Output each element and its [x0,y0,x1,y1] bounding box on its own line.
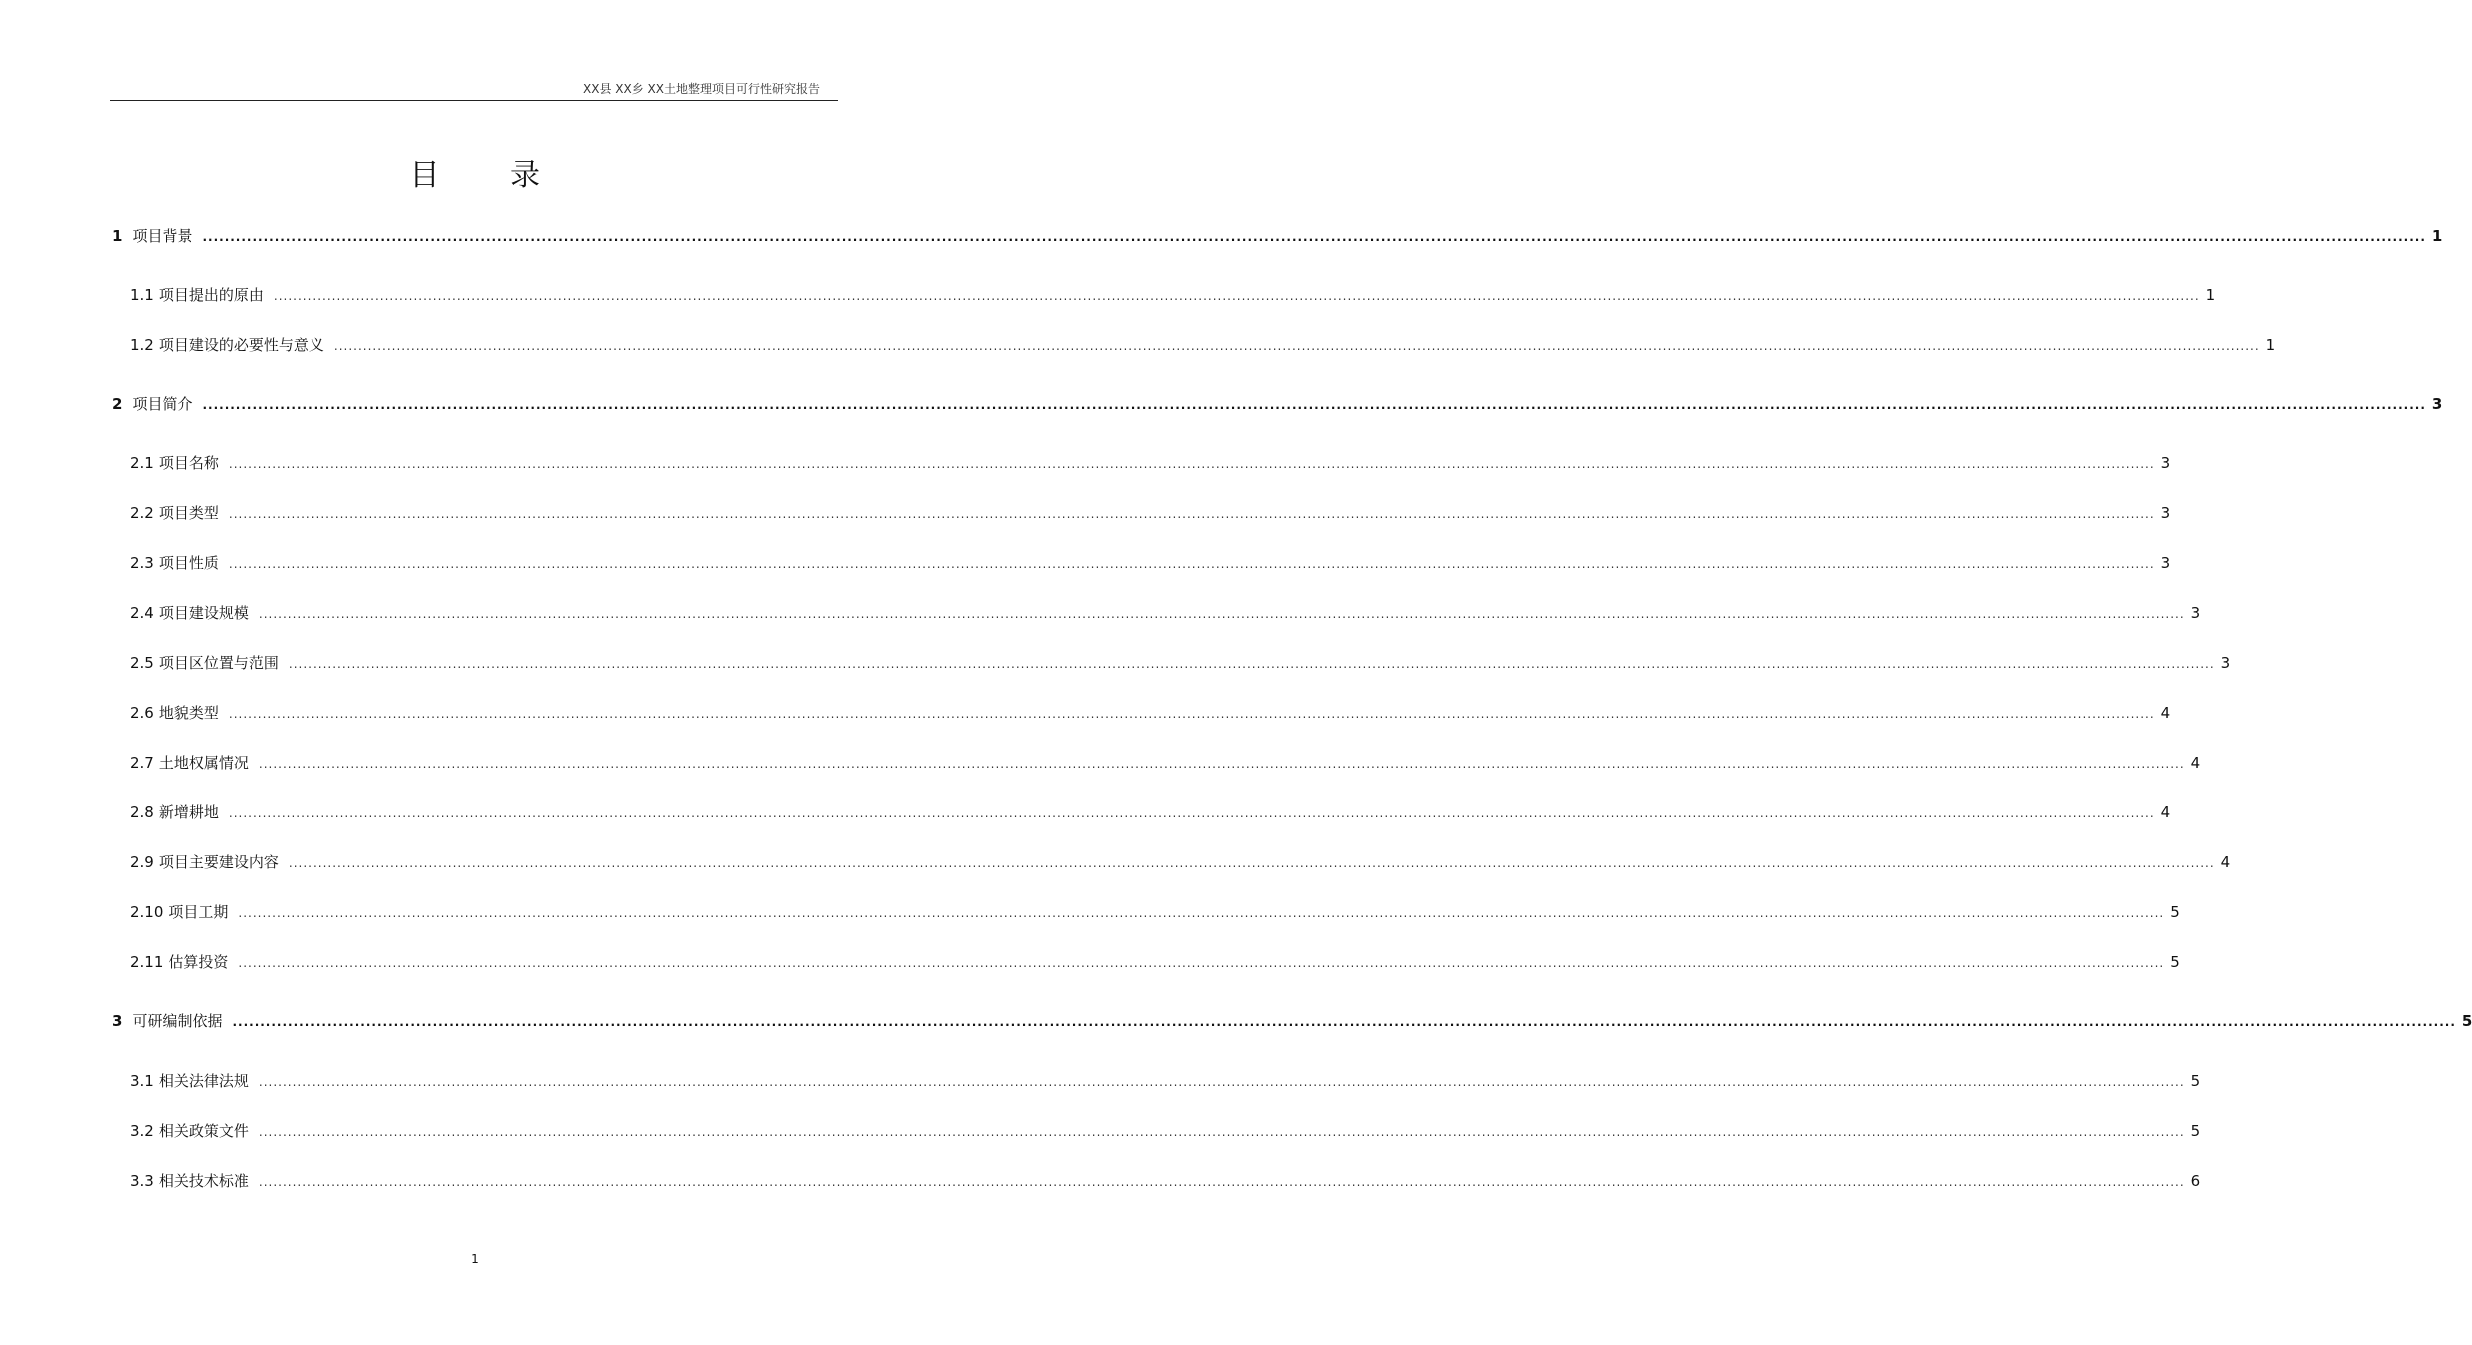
toc-leader-dots: ................................................................................................................................................................................................................................................................................................................................................................................................................ [238,906,2165,920]
toc-section-entry[interactable] [130,901,2180,925]
toc-entry-label: 项目建设规模 [158,604,249,622]
toc-section-entry[interactable] [130,1170,2201,1194]
toc-entry-label: 项目建设的必要性与意义 [158,336,324,354]
toc-entry-number: 1 [112,227,123,245]
header-title: XX县 XX乡 XX土地整理项目可行性研究报告 [583,82,820,96]
toc-entry-number: 2.6 [130,704,154,722]
toc-leader-dots: ................................................................................................................................................................................................................................................................................................................................................................................................................ [202,398,2426,412]
toc-chapter-entry[interactable] [112,393,2443,417]
toc-chapter-entry[interactable] [112,1010,2472,1034]
toc-leader-dots: ................................................................................................................................................................................................................................................................................................................................................................................................................ [232,1015,2456,1029]
toc-entry-number: 2.1 [130,454,154,472]
toc-leader-dots: ................................................................................................................................................................................................................................................................................................................................................................................................................ [258,1125,2185,1139]
toc-entry-number: 2.7 [130,754,154,772]
toc-leader-dots: ................................................................................................................................................................................................................................................................................................................................................................................................................ [288,856,2215,870]
toc-entry-number: 1.2 [130,336,154,354]
toc-entry-number: 2.8 [130,803,154,821]
toc-leader-dots: ................................................................................................................................................................................................................................................................................................................................................................................................................ [228,557,2155,571]
toc-entry-label: 项目简介 [132,395,193,413]
toc-section-entry[interactable] [130,334,2276,358]
toc-entry-page: 3 [2160,454,2171,472]
toc-section-entry[interactable] [130,1120,2201,1144]
toc-section-entry[interactable] [130,752,2201,776]
toc-entry-label: 相关法律法规 [158,1072,249,1090]
toc-leader-dots: ................................................................................................................................................................................................................................................................................................................................................................................................................ [288,657,2215,671]
toc-entry-page: 4 [2220,853,2231,871]
toc-entry-label: 新增耕地 [158,803,219,821]
toc-section-entry[interactable] [130,851,2231,875]
toc-leader-dots: ................................................................................................................................................................................................................................................................................................................................................................................................................ [258,1175,2185,1189]
toc-leader-dots: ................................................................................................................................................................................................................................................................................................................................................................................................................ [333,339,2260,353]
toc-entry-label: 项目性质 [158,554,219,572]
toc-section-entry[interactable] [130,801,2171,825]
toc-entry-page: 3 [2431,395,2443,413]
toc-entry-number: 2.10 [130,903,164,921]
toc-entry-label: 项目工期 [168,903,229,921]
toc-leader-dots: ................................................................................................................................................................................................................................................................................................................................................................................................................ [238,956,2165,970]
toc-entry-label: 地貌类型 [158,704,219,722]
toc-entry-page: 6 [2190,1172,2201,1190]
toc-entry-label: 项目主要建设内容 [158,853,279,871]
toc-entry-number: 2.3 [130,554,154,572]
toc-entry-label: 项目提出的原由 [158,286,264,304]
toc-leader-dots: ................................................................................................................................................................................................................................................................................................................................................................................................................ [228,507,2155,521]
toc-entry-number: 3 [112,1012,123,1030]
toc-leader-dots: ................................................................................................................................................................................................................................................................................................................................................................................................................ [228,707,2155,721]
toc-leader-dots: ................................................................................................................................................................................................................................................................................................................................................................................................................ [258,1075,2185,1089]
toc-entry-label: 项目名称 [158,454,219,472]
toc-entry-page: 5 [2170,903,2180,921]
toc-entry-page: 4 [2160,803,2171,821]
toc-section-entry[interactable] [130,702,2171,726]
toc-entry-label: 估算投资 [168,953,229,971]
toc-entry-label: 相关政策文件 [158,1122,249,1140]
toc-entry-number: 2.5 [130,654,154,672]
toc-entry-page: 3 [2190,604,2201,622]
header-divider [110,100,838,101]
toc-entry-number: 3.1 [130,1072,154,1090]
toc-entry-number: 3.3 [130,1172,154,1190]
toc-entry-number: 3.2 [130,1122,154,1140]
toc-title-char-1: 目 [409,158,440,193]
toc-entry-number: 2 [112,395,123,413]
toc-section-entry[interactable] [130,951,2180,975]
toc-entry-page: 4 [2190,754,2201,772]
toc-section-entry[interactable] [130,452,2171,476]
toc-entry-page: 1 [2265,336,2276,354]
toc-entry-number: 2.4 [130,604,154,622]
toc-entry-label: 可研编制依据 [132,1012,223,1030]
toc-entry-page: 5 [2170,953,2180,971]
toc-title [0,150,950,194]
toc-entry-page: 5 [2190,1072,2201,1090]
toc-leader-dots: ................................................................................................................................................................................................................................................................................................................................................................................................................ [228,457,2155,471]
toc-entry-label: 项目背景 [132,227,193,245]
toc-section-entry[interactable] [130,552,2171,576]
toc-entry-page: 3 [2160,554,2171,572]
toc-entry-label: 项目类型 [158,504,219,522]
page-number: 1 [471,1252,479,1266]
toc-chapter-entry[interactable] [112,225,2443,249]
toc-leader-dots: ................................................................................................................................................................................................................................................................................................................................................................................................................ [258,607,2185,621]
toc-entry-number: 1.1 [130,286,154,304]
toc-entry-page: 5 [2190,1122,2201,1140]
toc-entry-number: 2.11 [130,953,164,971]
toc-section-entry[interactable] [130,502,2171,526]
toc-section-entry[interactable] [130,284,2216,308]
toc-entry-page: 3 [2160,504,2171,522]
toc-entry-label: 项目区位置与范围 [158,654,279,672]
toc-section-entry[interactable] [130,652,2231,676]
toc-section-entry[interactable] [130,1070,2201,1094]
toc-leader-dots: ................................................................................................................................................................................................................................................................................................................................................................................................................ [228,806,2155,820]
toc-entry-number: 2.2 [130,504,154,522]
toc-entry-page: 1 [2431,227,2443,245]
toc-entry-label: 相关技术标准 [158,1172,249,1190]
toc-leader-dots: ................................................................................................................................................................................................................................................................................................................................................................................................................ [202,230,2426,244]
toc-leader-dots: ................................................................................................................................................................................................................................................................................................................................................................................................................ [258,757,2185,771]
toc-section-entry[interactable] [130,602,2201,626]
toc-entry-number: 2.9 [130,853,154,871]
toc-title-char-2: 录 [510,158,541,193]
toc-entry-label: 土地权属情况 [158,754,249,772]
toc-entry-page: 4 [2160,704,2171,722]
toc-entry-page: 1 [2205,286,2216,304]
toc-entry-page: 3 [2220,654,2231,672]
toc-entry-page: 5 [2461,1012,2472,1030]
toc-leader-dots: ................................................................................................................................................................................................................................................................................................................................................................................................................ [273,289,2200,303]
